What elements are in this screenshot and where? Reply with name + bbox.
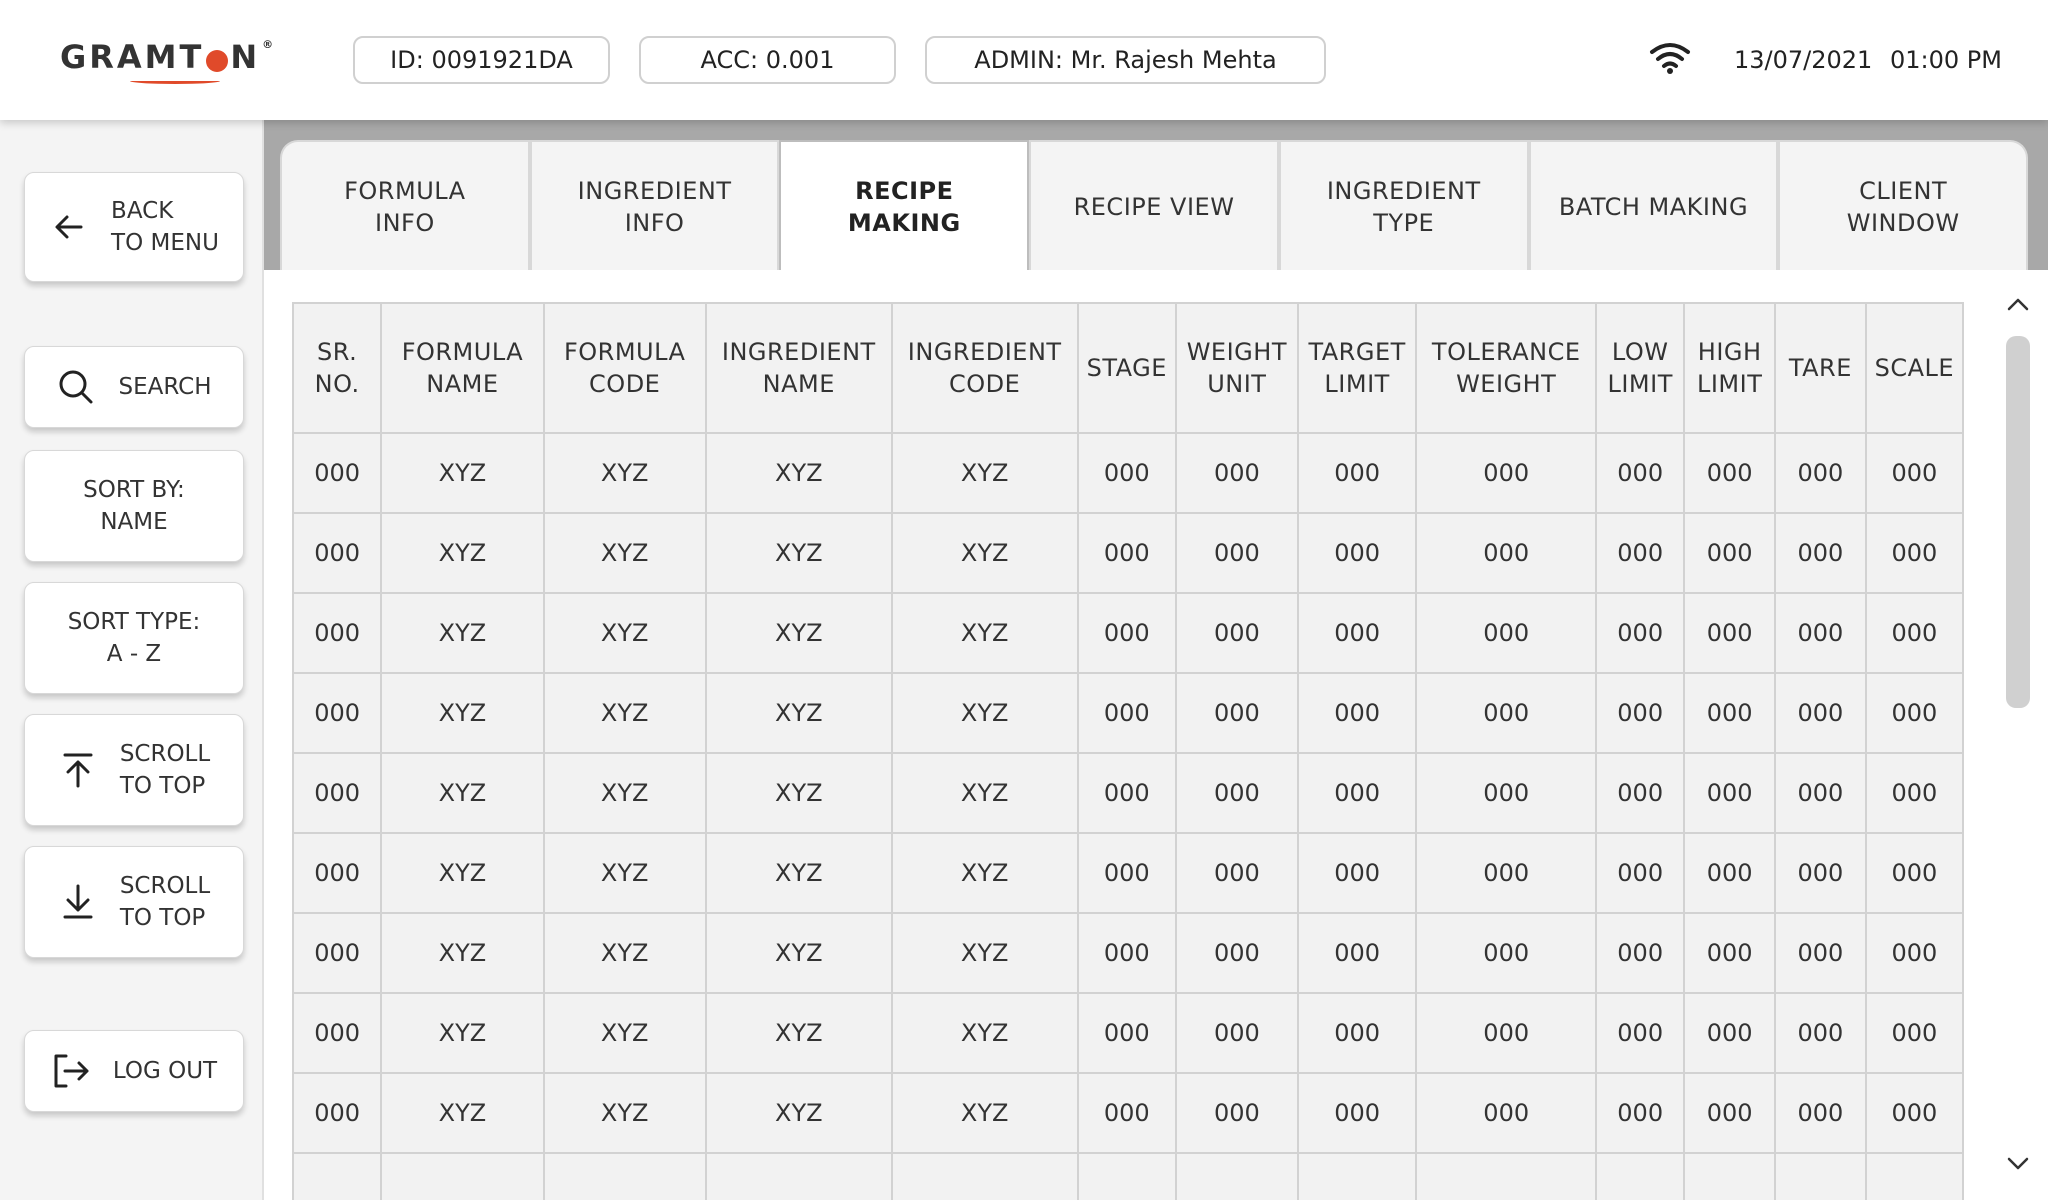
current-date: 13/07/2021 xyxy=(1734,46,1873,74)
table-cell: 000 xyxy=(1416,993,1596,1073)
table-cell xyxy=(1775,1153,1866,1200)
table-cell: 000 xyxy=(293,833,381,913)
column-header-line1: WEIGHT xyxy=(1186,338,1287,366)
table-cell: XYZ xyxy=(381,673,543,753)
admin-badge: ADMIN: Mr. Rajesh Mehta xyxy=(925,36,1326,84)
table-cell: 000 xyxy=(1078,753,1176,833)
table-cell: 000 xyxy=(1775,833,1866,913)
tab-label-line1: RECIPE VIEW xyxy=(1073,193,1235,221)
column-header xyxy=(1775,303,1866,433)
table-cell: XYZ xyxy=(381,433,543,513)
search-button[interactable] xyxy=(24,346,244,428)
vertical-scrollbar xyxy=(1986,270,2048,1200)
table-cell: 000 xyxy=(1684,673,1775,753)
column-header-line2: UNIT xyxy=(1207,370,1267,398)
table-cell: XYZ xyxy=(706,913,892,993)
column-header-line2: NO. xyxy=(314,370,360,398)
table-cell: 000 xyxy=(1866,593,1963,673)
sort-by-line1: SORT BY: xyxy=(83,477,185,503)
table-cell xyxy=(544,1153,706,1200)
table-cell: XYZ xyxy=(381,1073,543,1153)
column-header-line2: WEIGHT xyxy=(1456,370,1557,398)
scroll-down-chevron-icon[interactable] xyxy=(1998,1146,2038,1182)
table-cell: 000 xyxy=(293,433,381,513)
current-time: 01:00 PM xyxy=(1890,46,2002,74)
table-cell: XYZ xyxy=(706,833,892,913)
device-id-badge: ID: 0091921DA xyxy=(353,36,610,84)
sort-by-button[interactable] xyxy=(24,450,244,562)
table-cell: 000 xyxy=(1596,593,1684,673)
table-cell: 000 xyxy=(1078,433,1176,513)
table-cell: 000 xyxy=(1078,673,1176,753)
table-cell: 000 xyxy=(1684,753,1775,833)
sort-type-line1: SORT TYPE: xyxy=(67,609,201,635)
table-cell: 000 xyxy=(1684,993,1775,1073)
tab-label-line2: MAKING xyxy=(847,209,961,237)
table-row[interactable] xyxy=(293,593,1963,673)
table-cell: XYZ xyxy=(544,993,706,1073)
column-header-line1: FORMULA xyxy=(401,338,524,366)
table-cell: XYZ xyxy=(706,673,892,753)
table-row[interactable] xyxy=(293,1153,1963,1200)
column-header-line1: TARE xyxy=(1788,354,1852,382)
sort-type-line2: A - Z xyxy=(106,641,162,667)
table-cell: 000 xyxy=(1866,673,1963,753)
tab-bar xyxy=(280,140,2028,272)
table-cell: 000 xyxy=(1416,433,1596,513)
table-cell: 000 xyxy=(1298,993,1417,1073)
table-row[interactable] xyxy=(293,673,1963,753)
table-cell: 000 xyxy=(1078,913,1176,993)
table-cell: 000 xyxy=(293,753,381,833)
logout-label: LOG OUT xyxy=(112,1058,218,1084)
table-cell: 000 xyxy=(293,913,381,993)
back-label-line1: BACK xyxy=(111,198,174,224)
table-cell: 000 xyxy=(1775,913,1866,993)
table-cell: 000 xyxy=(1775,993,1866,1073)
table-row[interactable] xyxy=(293,513,1963,593)
table-cell: 000 xyxy=(1775,673,1866,753)
table-cell xyxy=(1176,1153,1298,1200)
table-cell xyxy=(892,1153,1078,1200)
table-cell: 000 xyxy=(1596,913,1684,993)
table-cell: 000 xyxy=(1416,673,1596,753)
accuracy-badge: ACC: 0.001 xyxy=(639,36,896,84)
table-cell: 000 xyxy=(293,593,381,673)
column-header-line1: TARGET xyxy=(1308,338,1406,366)
table-cell: 000 xyxy=(1298,833,1417,913)
column-header-line1: SR. xyxy=(317,338,358,366)
table-cell: 000 xyxy=(1176,1073,1298,1153)
column-header xyxy=(381,303,543,433)
table-cell: XYZ xyxy=(381,513,543,593)
table-cell: 000 xyxy=(1176,673,1298,753)
column-header-line1: SCALE xyxy=(1874,354,1955,382)
tab-formula-info[interactable] xyxy=(280,140,530,272)
back-to-menu-button[interactable] xyxy=(24,172,244,282)
table-row[interactable] xyxy=(293,1073,1963,1153)
tab-ingredient-type[interactable] xyxy=(1279,140,1529,272)
table-cell: 000 xyxy=(1298,753,1417,833)
table-cell: 000 xyxy=(1416,913,1596,993)
table-cell: 000 xyxy=(1866,433,1963,513)
table-cell: 000 xyxy=(1176,593,1298,673)
table-row[interactable] xyxy=(293,833,1963,913)
table-header-row xyxy=(293,303,1963,433)
table-cell: 000 xyxy=(1684,913,1775,993)
table-cell: XYZ xyxy=(381,753,543,833)
tab-label-line2: INFO xyxy=(624,209,685,237)
table-cell: 000 xyxy=(293,1073,381,1153)
table-cell: 000 xyxy=(1684,833,1775,913)
table-cell: 000 xyxy=(1596,753,1684,833)
scroll-to-top-button[interactable] xyxy=(24,714,244,826)
table-cell: 000 xyxy=(1078,833,1176,913)
table-cell: XYZ xyxy=(544,513,706,593)
wifi-icon xyxy=(1648,40,1692,74)
tab-ingredient-info[interactable] xyxy=(530,140,780,272)
column-header xyxy=(544,303,706,433)
column-header-line1: FORMULA xyxy=(563,338,686,366)
tab-label-line1: RECIPE xyxy=(855,177,954,205)
column-header-line2: NAME xyxy=(426,370,499,398)
column-header-line1: HIGH xyxy=(1697,338,1762,366)
table-cell: 000 xyxy=(1078,993,1176,1073)
table-cell: XYZ xyxy=(381,993,543,1073)
table-cell: 000 xyxy=(1596,833,1684,913)
column-header xyxy=(1176,303,1298,433)
table-cell: 000 xyxy=(1176,433,1298,513)
table-row[interactable] xyxy=(293,753,1963,833)
table-cell: 000 xyxy=(1775,593,1866,673)
main-panel xyxy=(264,120,2048,1200)
column-header-line2: LIMIT xyxy=(1607,370,1673,398)
arrow-up-to-top-icon xyxy=(58,750,98,790)
column-header xyxy=(706,303,892,433)
gramton-logo: GRAMT N ® xyxy=(60,38,276,76)
back-label-line2: TO MENU xyxy=(111,230,219,256)
table-cell: XYZ xyxy=(706,593,892,673)
table-cell: 000 xyxy=(1596,433,1684,513)
table-cell xyxy=(1416,1153,1596,1200)
tab-recipe-view[interactable] xyxy=(1029,140,1279,272)
logout-icon xyxy=(51,1051,91,1091)
table-cell: 000 xyxy=(1775,1073,1866,1153)
table-cell: 000 xyxy=(1866,753,1963,833)
search-icon xyxy=(56,367,96,407)
logout-button[interactable] xyxy=(24,1030,244,1112)
table-cell: 000 xyxy=(1684,513,1775,593)
table-cell: XYZ xyxy=(381,913,543,993)
column-header-line2: LIMIT xyxy=(1696,370,1763,398)
table-cell: 000 xyxy=(1416,833,1596,913)
scrollbar-thumb[interactable] xyxy=(2006,336,2030,708)
table-cell: 000 xyxy=(1416,593,1596,673)
table-cell xyxy=(381,1153,543,1200)
arrow-left-icon xyxy=(49,207,89,247)
logo-ball-icon xyxy=(206,50,228,72)
recipe-table-container xyxy=(292,302,1964,1200)
table-cell: 000 xyxy=(293,513,381,593)
table-cell: 000 xyxy=(1596,993,1684,1073)
table-cell: XYZ xyxy=(706,513,892,593)
tab-label-line1: INGREDIENT xyxy=(577,177,732,205)
arrow-down-to-bottom-icon xyxy=(58,882,98,922)
table-cell: XYZ xyxy=(892,593,1078,673)
tab-label-line1: FORMULA xyxy=(344,177,466,205)
table-cell: 000 xyxy=(1176,753,1298,833)
table-cell: XYZ xyxy=(892,753,1078,833)
table-cell: 000 xyxy=(1176,993,1298,1073)
content-area xyxy=(264,270,2048,1200)
table-cell: 000 xyxy=(1078,513,1176,593)
table-cell: 000 xyxy=(1078,1073,1176,1153)
tab-recipe-making[interactable] xyxy=(779,140,1029,272)
table-cell: XYZ xyxy=(706,1073,892,1153)
table-cell: 000 xyxy=(1298,913,1417,993)
scroll-to-bottom-button[interactable] xyxy=(24,846,244,958)
search-label: SEARCH xyxy=(118,374,212,400)
table-cell: 000 xyxy=(293,673,381,753)
tab-batch-making[interactable] xyxy=(1529,140,1779,272)
table-row[interactable] xyxy=(293,913,1963,993)
column-header xyxy=(1416,303,1596,433)
table-cell: 000 xyxy=(1775,513,1866,593)
table-cell: XYZ xyxy=(381,593,543,673)
column-header-line2: NAME xyxy=(762,370,835,398)
table-row[interactable] xyxy=(293,993,1963,1073)
table-cell: 000 xyxy=(1596,1073,1684,1153)
scroll-top-line2: TO TOP xyxy=(119,773,206,799)
table-cell: 000 xyxy=(1866,993,1963,1073)
table-cell xyxy=(706,1153,892,1200)
column-header xyxy=(1596,303,1684,433)
column-header-line1: TOLERANCE xyxy=(1431,338,1581,366)
table-cell: 000 xyxy=(1684,593,1775,673)
tab-label-line1: BATCH MAKING xyxy=(1558,193,1749,221)
table-cell: 000 xyxy=(1866,913,1963,993)
tab-label-line2: TYPE xyxy=(1373,209,1435,237)
table-cell: 000 xyxy=(1298,673,1417,753)
table-row[interactable] xyxy=(293,433,1963,513)
table-cell xyxy=(293,1153,381,1200)
scroll-down-line2: TO TOP xyxy=(119,905,206,931)
table-cell: 000 xyxy=(293,993,381,1073)
table-cell: 000 xyxy=(1176,913,1298,993)
table-cell: 000 xyxy=(1298,513,1417,593)
column-header xyxy=(1684,303,1775,433)
table-cell: XYZ xyxy=(892,1073,1078,1153)
tab-client-window[interactable] xyxy=(1778,140,2028,272)
table-cell: 000 xyxy=(1866,1073,1963,1153)
tab-label-line1: INGREDIENT xyxy=(1326,177,1481,205)
table-cell: XYZ xyxy=(544,833,706,913)
table-cell: 000 xyxy=(1416,753,1596,833)
table-cell: XYZ xyxy=(706,993,892,1073)
sort-by-line2: NAME xyxy=(100,509,168,535)
table-cell: 000 xyxy=(1866,513,1963,593)
column-header xyxy=(892,303,1078,433)
column-header xyxy=(1298,303,1417,433)
table-cell: 000 xyxy=(1684,1073,1775,1153)
logo-swoosh xyxy=(130,78,220,84)
scroll-down-line1: SCROLL xyxy=(119,873,211,899)
sort-type-button[interactable] xyxy=(24,582,244,694)
column-header-line2: LIMIT xyxy=(1324,370,1390,398)
table-cell: XYZ xyxy=(892,993,1078,1073)
table-cell: 000 xyxy=(1298,1073,1417,1153)
column-header-line2: CODE xyxy=(949,370,1021,398)
column-header xyxy=(293,303,381,433)
column-header-line1: INGREDIENT xyxy=(907,338,1062,366)
table-cell: XYZ xyxy=(892,513,1078,593)
column-header xyxy=(1866,303,1963,433)
table-cell: XYZ xyxy=(544,673,706,753)
table-cell xyxy=(1596,1153,1684,1200)
table-cell: XYZ xyxy=(544,753,706,833)
table-cell: 000 xyxy=(1596,673,1684,753)
table-cell: XYZ xyxy=(544,433,706,513)
table-cell: XYZ xyxy=(544,593,706,673)
recipe-table xyxy=(292,302,1964,1200)
scroll-top-line1: SCROLL xyxy=(119,741,211,767)
table-cell: 000 xyxy=(1416,513,1596,593)
table-cell: XYZ xyxy=(706,753,892,833)
table-cell: 000 xyxy=(1596,513,1684,593)
table-cell: 000 xyxy=(1866,833,1963,913)
top-header xyxy=(0,0,2048,120)
table-cell: XYZ xyxy=(706,433,892,513)
table-cell: 000 xyxy=(1416,1073,1596,1153)
column-header-line2: CODE xyxy=(589,370,661,398)
table-cell: 000 xyxy=(1298,593,1417,673)
table-cell xyxy=(1298,1153,1417,1200)
table-cell: XYZ xyxy=(892,673,1078,753)
table-cell: 000 xyxy=(1298,433,1417,513)
scroll-up-chevron-icon[interactable] xyxy=(1998,286,2038,322)
table-cell: XYZ xyxy=(381,833,543,913)
column-header xyxy=(1078,303,1176,433)
column-header-line1: INGREDIENT xyxy=(721,338,876,366)
tab-label-line2: WINDOW xyxy=(1846,209,1960,237)
table-cell xyxy=(1866,1153,1963,1200)
table-cell: XYZ xyxy=(892,833,1078,913)
table-cell: 000 xyxy=(1684,433,1775,513)
tab-label-line2: INFO xyxy=(374,209,435,237)
table-cell: XYZ xyxy=(544,1073,706,1153)
table-cell: 000 xyxy=(1176,513,1298,593)
table-cell: XYZ xyxy=(544,913,706,993)
table-cell: 000 xyxy=(1775,433,1866,513)
tab-label-line1: CLIENT xyxy=(1859,177,1948,205)
column-header-line1: LOW xyxy=(1611,338,1669,366)
table-cell: 000 xyxy=(1775,753,1866,833)
table-cell xyxy=(1078,1153,1176,1200)
table-cell: XYZ xyxy=(892,433,1078,513)
table-cell: 000 xyxy=(1078,593,1176,673)
table-cell xyxy=(1684,1153,1775,1200)
table-cell: XYZ xyxy=(892,913,1078,993)
table-cell: 000 xyxy=(1176,833,1298,913)
column-header-line1: STAGE xyxy=(1086,354,1167,382)
